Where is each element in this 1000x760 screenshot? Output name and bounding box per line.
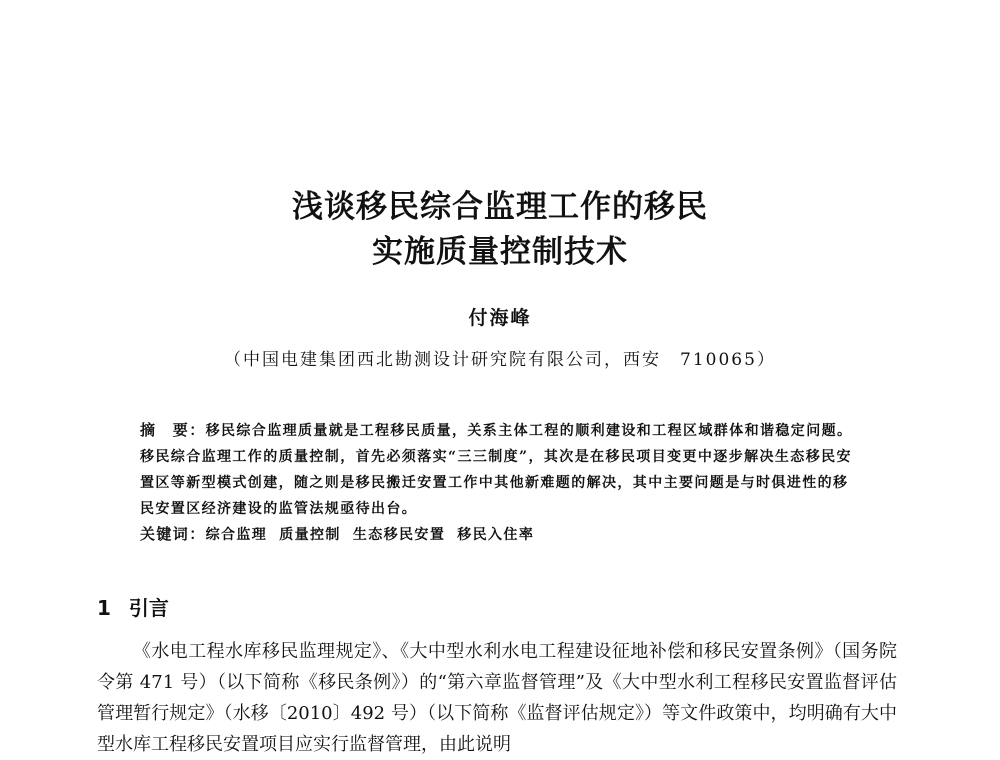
- paper-title-line-1: 浅谈移民综合监理工作的移民: [292, 189, 708, 225]
- keyword-item: 移民入住率: [457, 527, 535, 543]
- abstract: [140, 417, 860, 522]
- keyword-item: 生态移民安置: [352, 527, 446, 543]
- abstract-text: 移民综合监理质量就是工程移民质量，关系主体工程的顺利建设和工程区域群体和谐稳定问题。移民综合监理工作的质量控制，首先必须落实“三三制度”，其次是在移民项目变更中逐步解决生态移民安置区等新型模式创建，随之则是移民搬迁安置工作中其他新难题的解决，其中主要问题是与时俱进性的移民安置区经济建设的监管法规亟待出台。: [140, 423, 853, 517]
- keyword-item: 综合监理: [205, 527, 268, 543]
- paper-title-line-2: 实施质量控制技术: [372, 234, 628, 270]
- section-heading: [97, 592, 169, 621]
- section-title: 引言: [128, 596, 169, 620]
- author-affiliation: （中国电建集团西北勘测设计研究院有限公司，西安 710065）: [224, 350, 776, 370]
- abstract-label: 摘 要：: [140, 421, 206, 439]
- section-number: 1: [97, 596, 111, 620]
- keywords: [140, 521, 860, 548]
- keywords-label: 关键词：: [140, 525, 206, 543]
- author-name: 付海峰: [468, 307, 532, 329]
- keyword-item: 质量控制: [279, 527, 341, 543]
- body-paragraph: 《水电工程水库移民监理规定》、《大中型水利水电工程建设征地补偿和移民安置条例》（国务院令第 471 号）（以下简称《移民条例》）的“第六章监督管理”及《大中型水利工程移民安置监督评估管理暂行规定》（水移〔2010〕492 号）（以下简称《监督评估规定》）等文件政策中，均明确有大中型水库工程移民安置项目应实行监督管理，由此说明: [97, 641, 897, 755]
